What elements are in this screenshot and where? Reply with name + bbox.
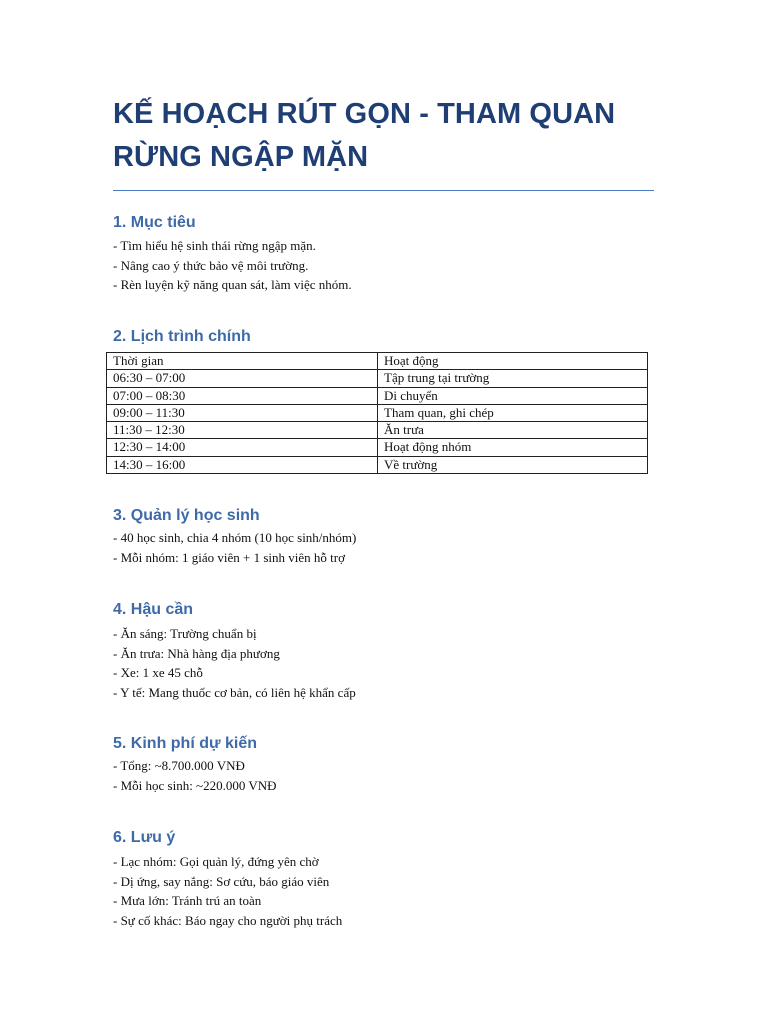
note-line: - Dị ứng, say nắng: Sơ cứu, báo giáo viên xyxy=(113,873,330,889)
table-row xyxy=(107,387,648,404)
table-cell-activity: Di chuyển xyxy=(378,387,648,404)
table-cell-time: 06:30 – 07:00 xyxy=(107,370,378,387)
table-cell-time: 12:30 – 14:00 xyxy=(107,439,378,456)
section-heading-schedule: 2. Lịch trình chính xyxy=(113,328,251,345)
table-row xyxy=(107,370,648,387)
section-logistics xyxy=(113,600,356,702)
table-cell-time: 14:30 – 16:00 xyxy=(107,456,378,473)
logistics-line: - Y tế: Mang thuốc cơ bản, có liên hệ khẩn cấp xyxy=(113,684,356,700)
budget-line: - Mỗi học sinh: ~220.000 VNĐ xyxy=(113,777,277,793)
logistics-line: - Ăn sáng: Trường chuẩn bị xyxy=(113,626,257,641)
section-notes xyxy=(113,828,342,930)
table-row xyxy=(107,404,648,421)
title-divider xyxy=(113,190,654,191)
section-heading-notes: 6. Lưu ý xyxy=(113,829,176,846)
table-row xyxy=(107,439,648,456)
table-row xyxy=(107,456,648,473)
budget-line: - Tổng: ~8.700.000 VNĐ xyxy=(113,758,245,773)
note-line: - Lạc nhóm: Gọi quản lý, đứng yên chờ xyxy=(113,854,319,869)
logistics-line: - Xe: 1 xe 45 chỗ xyxy=(113,665,203,680)
section-heading-goals: 1. Mục tiêu xyxy=(113,214,196,231)
section-heading-logistics: 4. Hậu cần xyxy=(113,601,194,618)
table-header-activity: Hoạt động xyxy=(378,353,648,370)
section-heading-budget: 5. Kinh phí dự kiến xyxy=(113,735,258,752)
table-row xyxy=(107,422,648,439)
goal-line: - Tìm hiểu hệ sinh thái rừng ngập mặn. xyxy=(113,238,316,253)
note-line: - Mưa lớn: Tránh trú an toàn xyxy=(113,893,262,908)
section-goals xyxy=(113,213,352,295)
document-title: KẾ HOẠCH RÚT GỌN - THAM QUAN RỪNG NGẬP MẶN xyxy=(113,98,616,173)
student-line: - 40 học sinh, chia 4 nhóm (10 học sinh/nhóm) xyxy=(113,530,357,545)
table-cell-time: 07:00 – 08:30 xyxy=(107,387,378,404)
table-header-time: Thời gian xyxy=(107,353,378,370)
logistics-line: - Ăn trưa: Nhà hàng địa phương xyxy=(113,645,280,661)
table-cell-activity: Ăn trưa xyxy=(378,422,648,439)
section-heading-students: 3. Quản lý học sinh xyxy=(113,507,260,524)
section-schedule xyxy=(113,327,251,347)
goal-line: - Nâng cao ý thức bảo vệ môi trường. xyxy=(113,257,309,273)
table-cell-time: 09:00 – 11:30 xyxy=(107,404,378,421)
schedule-table xyxy=(106,352,648,474)
table-cell-activity: Hoạt động nhóm xyxy=(378,439,648,456)
section-students xyxy=(113,506,356,567)
table-cell-activity: Tham quan, ghi chép xyxy=(378,404,648,421)
table-cell-activity: Tập trung tại trường xyxy=(378,370,648,387)
section-budget xyxy=(113,734,277,795)
goal-line: - Rèn luyện kỹ năng quan sát, làm việc nhóm. xyxy=(113,277,352,292)
table-header-row xyxy=(107,353,648,370)
table-cell-activity: Về trường xyxy=(378,456,648,473)
table-cell-time: 11:30 – 12:30 xyxy=(107,422,378,439)
note-line: - Sự cố khác: Báo ngay cho người phụ trách xyxy=(113,912,343,928)
student-line: - Mỗi nhóm: 1 giáo viên + 1 sinh viên hỗ trợ xyxy=(113,549,345,565)
